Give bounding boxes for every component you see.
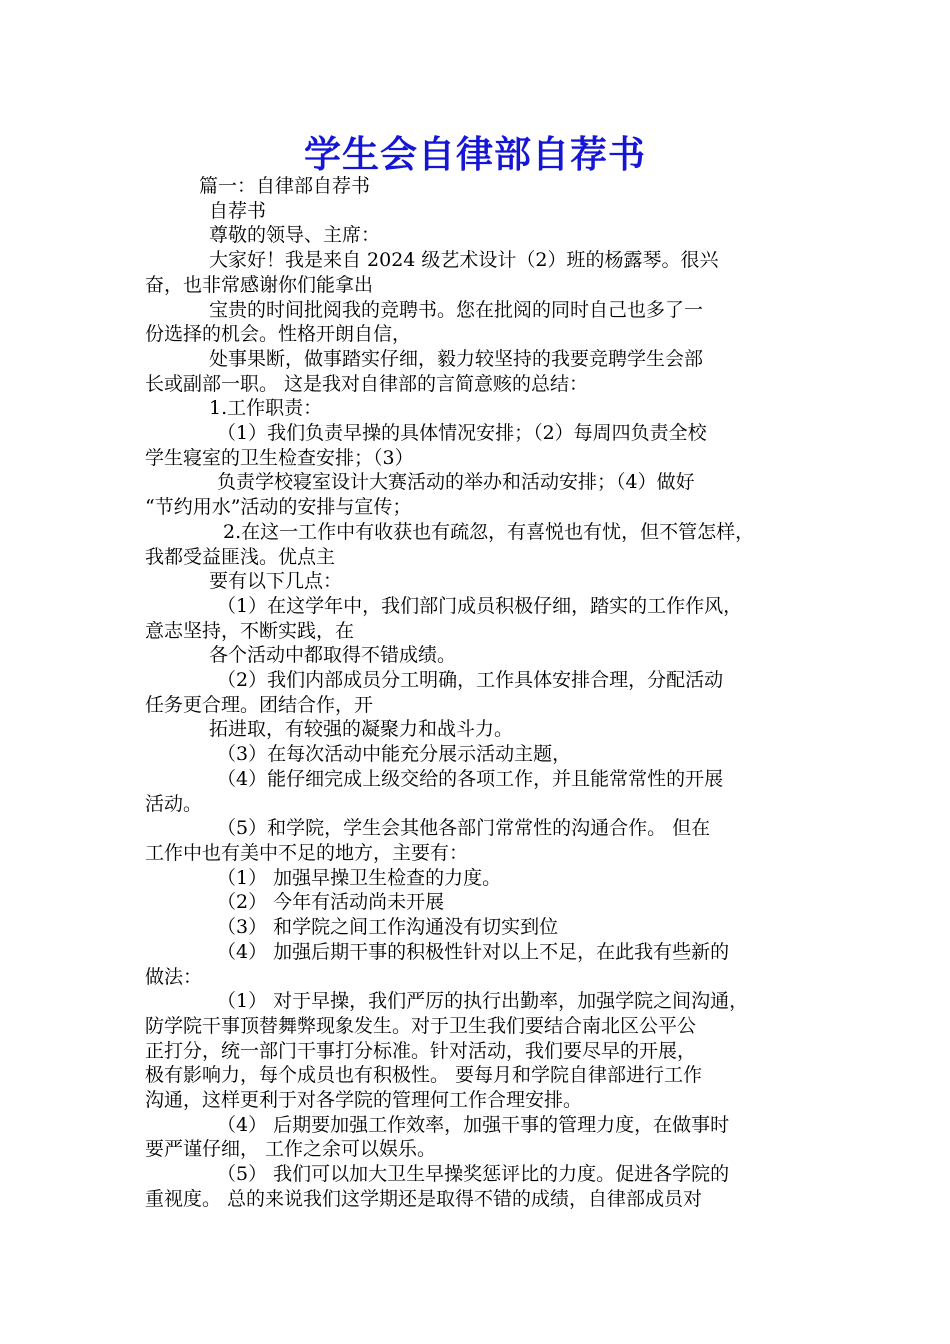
- text-line: 我都受益匪浅。优点主: [145, 545, 336, 568]
- text-line: 工作中也有美中不足的地方，主要有：: [145, 841, 469, 864]
- text-line: （4）能仔细完成上级交给的各项工作，并且能常常性的开展: [217, 767, 724, 790]
- text-line: （3） 和学院之间工作沟通没有切实到位: [217, 916, 559, 939]
- text-line: 负责学校寝室设计大赛活动的举办和活动安排；（4）做好: [217, 471, 695, 494]
- text-line: 意志坚持，不断实践，在: [145, 619, 355, 642]
- text-line: “节约用水”活动的安排与宣传；: [145, 496, 412, 519]
- text-line: 拓进取，有较强的凝聚力和战斗力。: [209, 718, 514, 741]
- text-line: 沟通，这样更利于对各学院的管理何工作合理安排。: [145, 1089, 583, 1112]
- text-line: 奋，也非常感谢你们能拿出: [145, 273, 374, 296]
- text-line: 重视度。 总的来说我们这学期还是取得不错的成绩，自律部成员对: [145, 1187, 703, 1210]
- text-line: 各个活动中都取得不错成绩。: [209, 644, 457, 667]
- text-line: 活动。: [145, 792, 203, 815]
- text-line: 做法：: [145, 965, 203, 988]
- text-line: 处事果断，做事踏实仔细，毅力较坚持的我要竞聘学生会部: [209, 347, 704, 370]
- text-line: 大家好！我是来自 2024 级艺术设计（2）班的杨露琴。很兴: [209, 249, 719, 272]
- text-line: 尊敬的领导、主席：: [209, 224, 381, 247]
- text-line: 宝贵的时间批阅我的竞聘书。您在批阅的同时自己也多了一: [209, 298, 704, 321]
- text-line: （2）我们内部成员分工明确，工作具体安排合理，分配活动: [217, 669, 724, 692]
- text-line: 防学院干事顶替舞弊现象发生。对于卫生我们要结合南北区公平公: [145, 1014, 697, 1037]
- text-line: 任务更合理。团结合作，开: [145, 693, 374, 716]
- text-line: （1）在这学年中，我们部门成员积极仔细，踏实的工作作风，: [217, 594, 743, 617]
- text-line: （5）和学院，学生会其他各部门常常性的沟通合作。 但在: [217, 817, 711, 840]
- text-line: （1）我们负责早操的具体情况安排；（2）每周四负责全校: [217, 422, 707, 445]
- text-line: 2.在这一工作中有收获也有疏忽，有喜悦也有忧，但不管怎样，: [223, 520, 755, 543]
- text-line: （5） 我们可以加大卫生早操奖惩评比的力度。促进各学院的: [217, 1163, 730, 1186]
- text-line: （4） 加强后期干事的积极性针对以上不足，在此我有些新的: [217, 940, 730, 963]
- text-line: 长或副部一职。 这是我对自律部的言简意赅的总结：: [145, 372, 589, 395]
- text-line: （3）在每次活动中能充分展示活动主题，: [217, 743, 572, 766]
- text-line: 极有影响力，每个成员也有积极性。 要每月和学院自律部进行工作: [145, 1064, 703, 1087]
- text-line: 学生寝室的卫生检查安排；（3）: [145, 446, 414, 469]
- text-line: （2） 今年有活动尚未开展: [217, 891, 445, 914]
- text-line: 要严谨仔细， 工作之余可以娱乐。: [145, 1138, 437, 1161]
- text-line: 要有以下几点：: [209, 570, 343, 593]
- text-line: 1.工作职责：: [209, 397, 323, 420]
- text-line: 篇一：自律部自荐书: [199, 175, 371, 197]
- text-line: 正打分，统一部门干事打分标准。针对活动，我们要尽早的开展，: [145, 1039, 697, 1062]
- text-line: 份选择的机会。性格开朗自信，: [145, 323, 412, 346]
- text-line: （1） 加强早操卫生检查的力度。: [217, 866, 502, 889]
- document-body: [145, 174, 810, 1212]
- text-line: （4） 后期要加强工作效率，加强干事的管理力度，在做事时: [217, 1113, 730, 1136]
- document-title: 学生会自律部自荐书: [304, 133, 646, 176]
- text-line: （1） 对于早操，我们严厉的执行出勤率，加强学院之间沟通，: [217, 990, 749, 1013]
- text-line: 自荐书: [209, 199, 267, 222]
